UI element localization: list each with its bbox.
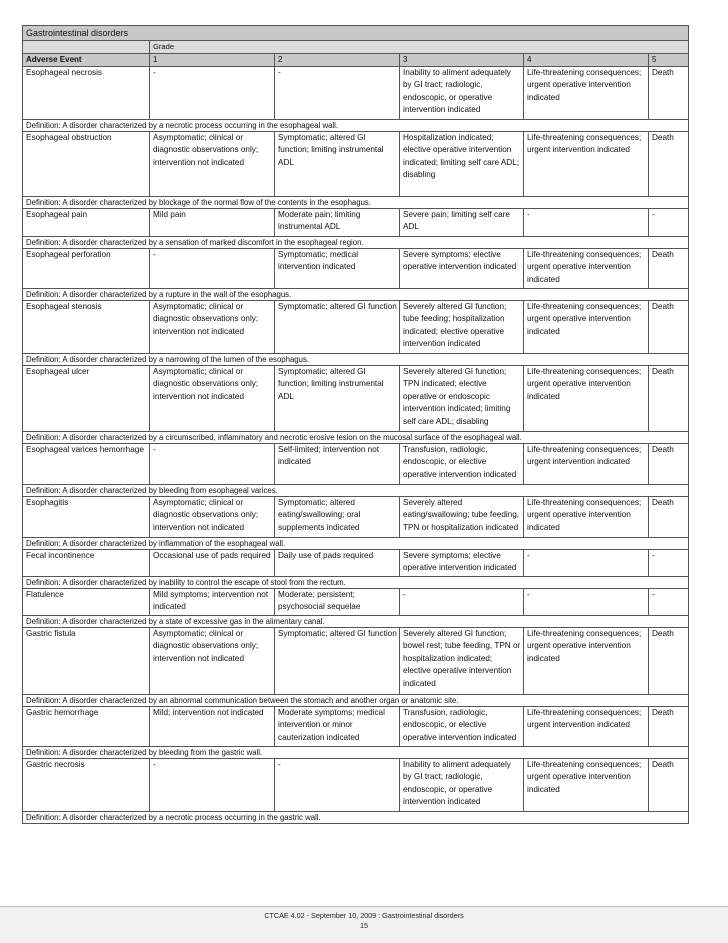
grade-2-cell: -	[275, 759, 400, 812]
adverse-event-name: Esophageal perforation	[23, 249, 150, 289]
table-row	[23, 366, 689, 432]
grade-5-cell: -	[649, 550, 689, 577]
grade-2-cell: Symptomatic; altered eating/swallowing; oral supplements indicated	[275, 497, 400, 538]
grade-1-cell: Mild; intervention not indicated	[150, 707, 275, 747]
adverse-event-name: Flatulence	[23, 589, 150, 616]
grade-2-cell: -	[275, 67, 400, 120]
grade-5-cell: -	[649, 209, 689, 237]
grade-5-cell: -	[649, 589, 689, 616]
adverse-event-name: Esophageal pain	[23, 209, 150, 237]
definition-row	[23, 120, 689, 132]
grade-4-cell: Life-threatening consequences; urgent operative intervention indicated	[524, 67, 649, 120]
definition-row	[23, 747, 689, 759]
grade-5-cell: Death	[649, 132, 689, 197]
adverse-event-name: Esophageal obstruction	[23, 132, 150, 197]
header-grade-4: 4	[524, 54, 649, 67]
grade-2-cell: Moderate pain; limiting instrumental ADL	[275, 209, 400, 237]
definition-row	[23, 432, 689, 444]
grade-2-cell: Symptomatic; altered GI function	[275, 301, 400, 354]
grade-5-cell: Death	[649, 707, 689, 747]
footer-caption: CTCAE 4.02 - September 10, 2009 : Gastrointestinal disorders	[264, 911, 464, 920]
grade-3-cell: Hospitalization indicated; elective operative intervention indicated; limiting self care ADL; disabling	[400, 132, 524, 197]
table-row	[23, 707, 689, 747]
grade-3-cell: Severely altered GI function; TPN indicated; elective operative or endoscopic intervention indicated; limiting self care ADL; disabling	[400, 366, 524, 432]
grade-3-cell: Severe symptoms; elective operative intervention indicated	[400, 550, 524, 577]
grade-5-cell: Death	[649, 366, 689, 432]
grade-5-cell: Death	[649, 67, 689, 120]
grade-3-cell: Transfusion, radiologic, endoscopic, or elective operative intervention indicated	[400, 707, 524, 747]
table-row	[23, 444, 689, 485]
grade-4-cell: Life-threatening consequences; urgent operative intervention indicated	[524, 628, 649, 695]
grade-2-cell: Daily use of pads required	[275, 550, 400, 577]
grade-1-cell: Mild pain	[150, 209, 275, 237]
grade-4-cell: Life-threatening consequences; urgent operative intervention indicated	[524, 301, 649, 354]
definition-row	[23, 354, 689, 366]
definition-row	[23, 812, 689, 824]
definition-row	[23, 577, 689, 589]
table-row	[23, 132, 689, 197]
adverse-event-name: Esophageal necrosis	[23, 67, 150, 120]
grade-4-cell: Life-threatening consequences; urgent intervention indicated	[524, 132, 649, 197]
definition-text: Definition: A disorder characterized by a narrowing of the lumen of the esophagus.	[23, 354, 689, 366]
grade-3-cell: Transfusion, radiologic, endoscopic, or elective operative intervention indicated	[400, 444, 524, 485]
grade-4-cell: Life-threatening consequences; urgent operative intervention indicated	[524, 366, 649, 432]
definition-text: Definition: A disorder characterized by a circumscribed, inflammatory and necrotic erosive lesion on the mucosal surface of the esophageal wall.	[23, 432, 689, 444]
definition-row	[23, 197, 689, 209]
table-row	[23, 628, 689, 695]
grade-3-cell: Inability to aliment adequately by GI tract; radiologic, endoscopic, or operative intervention indicated	[400, 759, 524, 812]
page-footer	[0, 911, 728, 931]
header-grade-5: 5	[649, 54, 689, 67]
table-row	[23, 589, 689, 616]
table-row	[23, 249, 689, 289]
grade-4-cell: Life-threatening consequences; urgent intervention indicated	[524, 444, 649, 485]
grade-2-cell: Symptomatic; medical intervention indicated	[275, 249, 400, 289]
grade-3-cell: Severely altered GI function; tube feeding; hospitalization indicated; elective operative intervention indicated	[400, 301, 524, 354]
definition-row	[23, 485, 689, 497]
grade-3-cell: Severely altered GI function; bowel rest; tube feeding, TPN or hospitalization indicated; elective operative intervention indicated	[400, 628, 524, 695]
grade-5-cell: Death	[649, 249, 689, 289]
adverse-event-name: Esophageal varices hemorrhage	[23, 444, 150, 485]
column-header-row	[23, 54, 689, 67]
adverse-event-name: Gastric necrosis	[23, 759, 150, 812]
grade-3-cell: Inability to aliment adequately by GI tract; radiologic, endoscopic, or operative intervention indicated	[400, 67, 524, 120]
grade-1-cell: -	[150, 759, 275, 812]
grade-1-cell: -	[150, 67, 275, 120]
grade-spacer-cell	[23, 41, 150, 54]
definition-row	[23, 616, 689, 628]
grade-2-cell: Moderate symptoms; medical intervention or minor cauterization indicated	[275, 707, 400, 747]
grade-1-cell: Mild symptoms; intervention not indicated	[150, 589, 275, 616]
adverse-event-name: Esophageal stenosis	[23, 301, 150, 354]
grade-1-cell: -	[150, 249, 275, 289]
grade-4-cell: Life-threatening consequences; urgent intervention indicated	[524, 707, 649, 747]
adverse-event-name: Esophagitis	[23, 497, 150, 538]
table-row	[23, 759, 689, 812]
grade-2-cell: Moderate; persistent; psychosocial sequelae	[275, 589, 400, 616]
header-grade-3: 3	[400, 54, 524, 67]
definition-row	[23, 289, 689, 301]
definition-text: Definition: A disorder characterized by inability to control the escape of stool from the rectum.	[23, 577, 689, 589]
grade-1-cell: Asymptomatic; clinical or diagnostic observations only; intervention not indicated	[150, 301, 275, 354]
definition-text: Definition: A disorder characterized by a rupture in the wall of the esophagus.	[23, 289, 689, 301]
grade-3-cell: Severely altered eating/swallowing; tube feeding, TPN or hospitalization indicated	[400, 497, 524, 538]
grade-2-cell: Symptomatic; altered GI function	[275, 628, 400, 695]
grade-5-cell: Death	[649, 301, 689, 354]
adverse-event-name: Fecal incontinence	[23, 550, 150, 577]
definition-text: Definition: A disorder characterized by a sensation of marked discomfort in the esophageal region.	[23, 237, 689, 249]
definition-text: Definition: A disorder characterized by bleeding from esophageal varices.	[23, 485, 689, 497]
adverse-event-name: Gastric hemorrhage	[23, 707, 150, 747]
definition-text: Definition: A disorder characterized by an abnormal communication between the stomach and another organ or anatomic site.	[23, 695, 689, 707]
table-row	[23, 497, 689, 538]
grade-3-cell: Severe symptoms; elective operative intervention indicated	[400, 249, 524, 289]
grade-4-cell: Life-threatening consequences; urgent operative intervention indicated	[524, 759, 649, 812]
adverse-events-table	[22, 25, 689, 824]
definition-text: Definition: A disorder characterized by a necrotic process occurring in the esophageal wall.	[23, 120, 689, 132]
grade-4-cell: -	[524, 550, 649, 577]
grade-2-cell: Symptomatic; altered GI function; limiting instrumental ADL	[275, 366, 400, 432]
grade-5-cell: Death	[649, 628, 689, 695]
grade-1-cell: Occasional use of pads required	[150, 550, 275, 577]
definition-row	[23, 538, 689, 550]
grade-3-cell: -	[400, 589, 524, 616]
grade-4-cell: -	[524, 589, 649, 616]
table-title: Gastrointestinal disorders	[23, 26, 689, 41]
grade-1-cell: Asymptomatic; clinical or diagnostic observations only; intervention not indicated	[150, 366, 275, 432]
definition-row	[23, 237, 689, 249]
definition-row	[23, 695, 689, 707]
grade-1-cell: Asymptomatic; clinical or diagnostic observations only; intervention not indicated	[150, 497, 275, 538]
definition-text: Definition: A disorder characterized by bleeding from the gastric wall.	[23, 747, 689, 759]
grade-4-cell: Life-threatening consequences; urgent operative intervention indicated	[524, 249, 649, 289]
grade-label: Grade	[150, 41, 689, 54]
definition-text: Definition: A disorder characterized by a necrotic process occurring in the gastric wall.	[23, 812, 689, 824]
grade-1-cell: Asymptomatic; clinical or diagnostic observations only; intervention not indicated	[150, 628, 275, 695]
grade-1-cell: Asymptomatic; clinical or diagnostic observations only; intervention not indicated	[150, 132, 275, 197]
definition-text: Definition: A disorder characterized by inflammation of the esophageal wall.	[23, 538, 689, 550]
grade-5-cell: Death	[649, 759, 689, 812]
definition-text: Definition: A disorder characterized by a state of excessive gas in the alimentary canal.	[23, 616, 689, 628]
grade-5-cell: Death	[649, 444, 689, 485]
grade-1-cell: -	[150, 444, 275, 485]
table-row	[23, 67, 689, 120]
page-number: 15	[360, 921, 368, 930]
grade-2-cell: Self-limited; intervention not indicated	[275, 444, 400, 485]
grade-4-cell: Life-threatening consequences; urgent operative intervention indicated	[524, 497, 649, 538]
grade-5-cell: Death	[649, 497, 689, 538]
table-row	[23, 301, 689, 354]
header-adverse-event: Adverse Event	[23, 54, 150, 67]
adverse-event-name: Esophageal ulcer	[23, 366, 150, 432]
definition-text: Definition: A disorder characterized by blockage of the normal flow of the contents in the esophagus.	[23, 197, 689, 209]
table-row	[23, 209, 689, 237]
table-row	[23, 550, 689, 577]
grade-3-cell: Severe pain; limiting self care ADL	[400, 209, 524, 237]
adverse-event-name: Gastric fistula	[23, 628, 150, 695]
header-grade-2: 2	[275, 54, 400, 67]
grade-2-cell: Symptomatic; altered GI function; limiting instrumental ADL	[275, 132, 400, 197]
header-grade-1: 1	[150, 54, 275, 67]
grade-4-cell: -	[524, 209, 649, 237]
